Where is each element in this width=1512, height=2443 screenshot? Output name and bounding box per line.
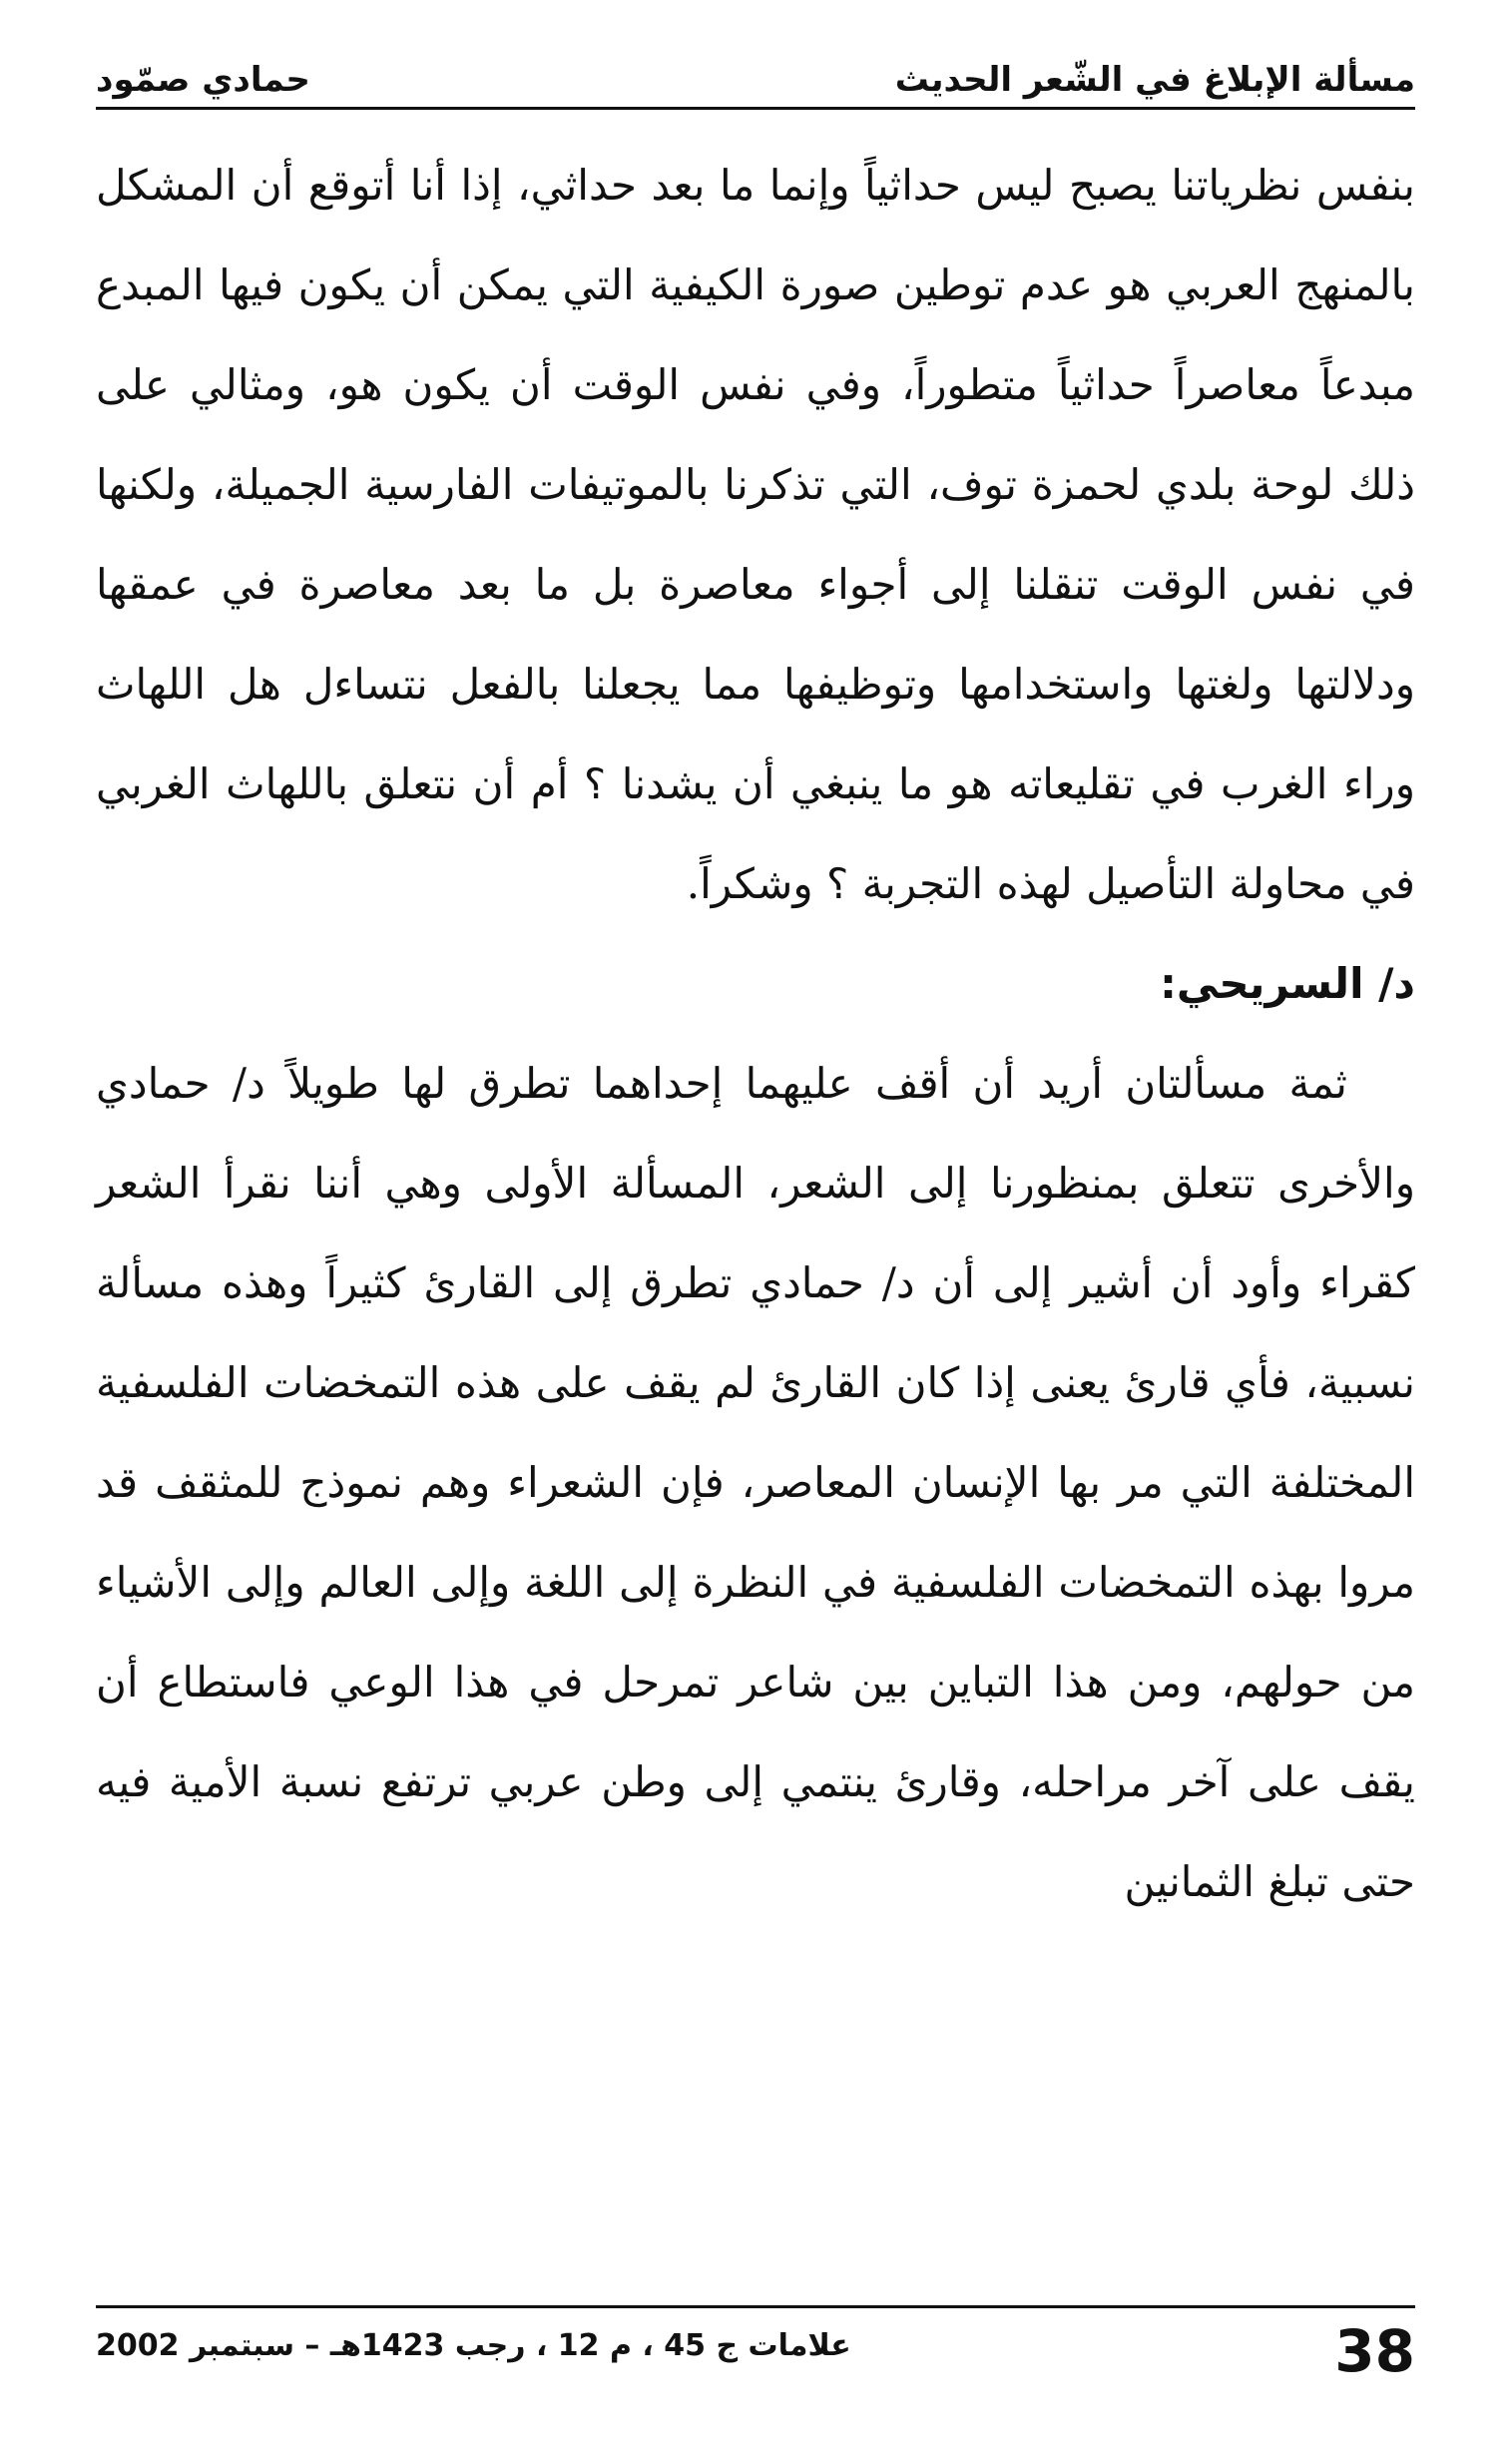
- page-body: [96, 136, 1415, 1932]
- article-title: مسألة الإبلاغ في الشّعر الحديث: [894, 60, 1415, 100]
- speaker-heading: د/ السريحي:: [1160, 959, 1415, 1008]
- page-number: 38: [1334, 2317, 1415, 2385]
- issue-info: علامات ج 45 ، م 12 ، رجب 1423هـ – سبتمبر 2002: [96, 2328, 851, 2363]
- running-header: [96, 40, 1415, 110]
- author-name: حمادي صمّود: [96, 60, 310, 100]
- paragraph-1: بنفس نظرياتنا يصبح ليس حداثياً وإنما ما بعد حداثي، إذا أنا أتوقع أن المشكل بالمنهج العربي هو عدم توطين صورة الكيفية التي يمكن أن يكون فيها المبدع مبدعاً معاصراً حداثياً متطوراً، وفي نفس الوقت أن يكون هو، ومثالي على ذلك لوحة بلدي لحمزة توف، التي تذكرنا بالموتيفات الفارسية الجميلة، ولكنها في نفس الوقت تنقلنا إلى أجواء معاصرة بل ما بعد معاصرة في عمقها ودلالتها ولغتها واستخدامها وتوظيفها مما يجعلنا بالفعل نتساءل هل اللهاث وراء الغرب في تقليعاته هو ما ينبغي أن يشدنا ؟ أم أن نتعلق باللهاث الغربي في محاولة التأصيل لهذه التجربة ؟ وشكراً.: [96, 161, 1415, 908]
- paragraph-2: ثمة مسألتان أريد أن أقف عليهما إحداهما تطرق لها طويلاً د/ حمادي والأخرى تتعلق بمنظورنا إلى الشعر، المسألة الأولى وهي أننا نقرأ الشعر كقراء وأود أن أشير إلى أن د/ حمادي تطرق إلى القارئ كثيراً وهذه مسألة نسبية، فأي قارئ يعنى إذا كان القارئ لم يقف على هذه التمخضات الفلسفية المختلفة التي مر بها الإنسان المعاصر، فإن الشعراء وهم نموذج للمثقف قد مروا بهذه التمخضات الفلسفية في النظرة إلى اللغة وإلى العالم وإلى الأشياء من حولهم، ومن هذا التباين بين شاعر تمرحل في هذا الوعي فاستطاع أن يقف على آخر مراحله، وقارئ ينتمي إلى وطن عربي ترتفع نسبة الأمية فيه حتى تبلغ الثمانين: [96, 1059, 1415, 1906]
- book-page: [96, 40, 1415, 2405]
- running-footer: [96, 2305, 1415, 2385]
